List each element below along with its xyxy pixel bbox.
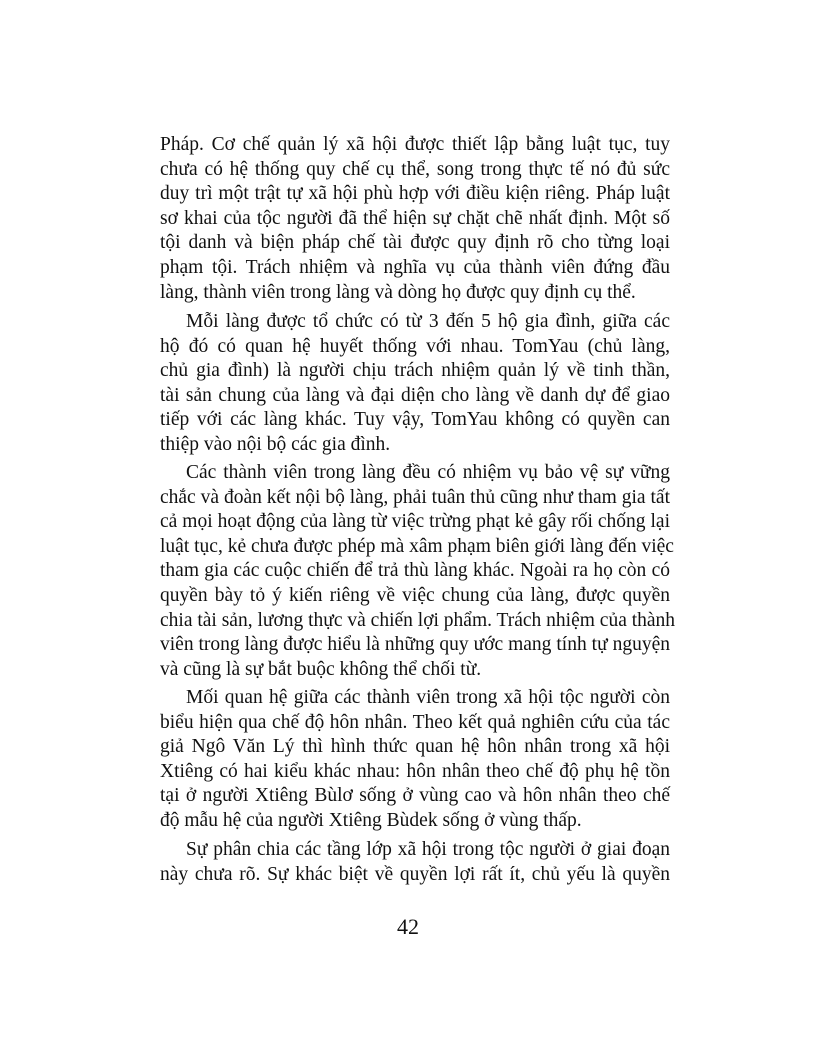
text-line: chủ gia đình) là người chịu trách nhiệm quản lý về tinh thần, — [160, 360, 670, 382]
text-line: làng, thành viên trong làng và dòng họ được quy định cụ thể. — [160, 281, 636, 303]
text-line: tội danh và biện pháp chế tài được quy định rõ cho từng loại — [160, 232, 670, 254]
paragraph-2 — [160, 310, 670, 458]
text-line: Các thành viên trong làng đều có nhiệm vụ bảo vệ sự vững — [186, 462, 670, 483]
text-line: hộ đó có quan hệ huyết thống với nhau. TomYau (chủ làng, — [160, 335, 670, 357]
text-line: Xtiêng có hai kiểu khác nhau: hôn nhân theo chế độ phụ hệ tồn — [160, 760, 670, 782]
text-line: cả mọi hoạt động của làng từ việc trừng phạt kẻ gây rối chống lại — [160, 511, 670, 533]
text-line: chia tài sản, lương thực và chiến lợi phẩm. Trách nhiệm của thành — [160, 609, 676, 631]
text-line: độ mẫu hệ của người Xtiêng Bùdek sống ở vùng thấp. — [160, 809, 582, 831]
text-line: và cũng là sự bắt buộc không thể chối từ. — [160, 658, 482, 680]
text-line: Sự phân chia các tầng lớp xã hội trong tộc người ở giai đoạn — [186, 839, 670, 860]
text-line: thiệp vào nội bộ các gia đình. — [160, 433, 391, 455]
text-line: tiếp với các làng khác. Tuy vậy, TomYau không có quyền can — [160, 409, 670, 431]
text-line: Mỗi làng được tổ chức có từ 3 đến 5 hộ gia đình, giữa các — [186, 311, 670, 332]
paragraph-3 — [160, 461, 676, 682]
text-line: giả Ngô Văn Lý thì hình thức quan hệ hôn nhân trong xã hội — [160, 736, 670, 758]
paragraph-4 — [160, 686, 670, 834]
text-line: duy trì một trật tự xã hội phù hợp với điều kiện riêng. Pháp luật — [160, 183, 670, 205]
text-line: tài sản chung của làng và đại diện cho làng về danh dự để giao — [160, 384, 670, 406]
text-line: sơ khai của tộc người đã thể hiện sự chặt chẽ nhất định. Một số — [160, 207, 670, 229]
text-line: biểu hiện qua chế độ hôn nhân. Theo kết quả nghiên cứu của tác — [160, 711, 670, 733]
text-line: viên trong làng được hiểu là những quy ước mang tính tự nguyện — [160, 634, 670, 656]
text-line: tham gia các cuộc chiến để trả thù làng khác. Ngoài ra họ còn có — [160, 560, 670, 582]
text-line: luật tục, kẻ chưa được phép mà xâm phạm biên giới làng đến việc — [160, 535, 674, 557]
paragraph-1 — [160, 133, 670, 305]
paragraph-5 — [160, 838, 670, 887]
page-number: 42 — [397, 914, 419, 939]
text-line: Pháp. Cơ chế quản lý xã hội được thiết lập bằng luật tục, tuy — [160, 134, 670, 155]
text-line: tại ở người Xtiêng Bùlơ sống ở vùng cao và hôn nhân theo chế — [160, 785, 670, 807]
text-line: chắc và đoàn kết nội bộ làng, phải tuân thủ cũng như tham gia tất — [160, 486, 670, 508]
text-line: quyền bày tỏ ý kiến riêng về việc chung của làng, được quyền — [160, 584, 670, 606]
text-line: chưa có hệ thống quy chế cụ thể, song trong thực tế nó đủ sức — [160, 158, 670, 180]
text-line: này chưa rõ. Sự khác biệt về quyền lợi rất ít, chủ yếu là quyền — [160, 863, 670, 885]
text-line: phạm tội. Trách nhiệm và nghĩa vụ của thành viên đứng đầu — [160, 256, 670, 278]
text-line: Mối quan hệ giữa các thành viên trong xã hội tộc người còn — [186, 687, 670, 708]
